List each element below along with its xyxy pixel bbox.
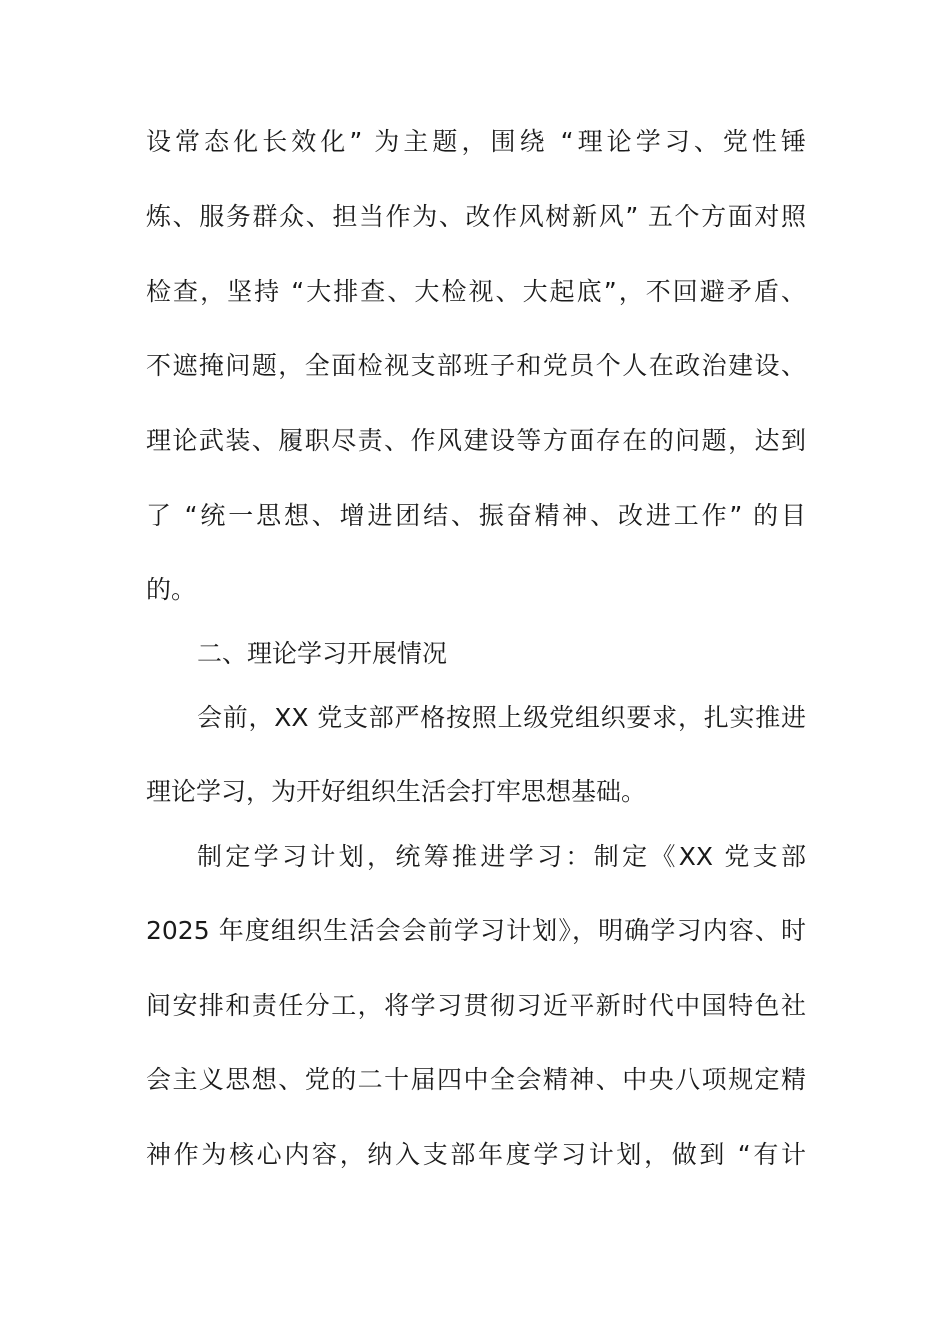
text-line-15: 神作为核心内容，纳入支部年度学习计划，做到 “有计 (146, 1140, 806, 1169)
text-line-3: 检查，坚持 “大排查、大检视、大起底”，不回避矛盾、 (146, 277, 806, 306)
text-line-5: 理论武装、履职尽责、作风建设等方面存在的问题，达到 (146, 426, 806, 455)
text-line-13: 间安排和责任分工，将学习贯彻习近平新时代中国特色社 (146, 991, 806, 1020)
text-line-4: 不遮掩问题，全面检视支部班子和党员个人在政治建设、 (146, 351, 806, 380)
text-line-14: 会主义思想、党的二十届四中全会精神、中央八项规定精 (146, 1065, 806, 1094)
text-line-10: 理论学习，为开好组织生活会打牢思想基础。 (146, 777, 647, 806)
text-line-1: 设常态化长效化” 为主题，围绕 “理论学习、党性锤 (146, 127, 806, 156)
section-heading: 二、理论学习开展情况 (197, 639, 448, 668)
text-line-2: 炼、服务群众、担当作为、改作风树新风” 五个方面对照 (146, 202, 806, 231)
text-line-11: 制定学习计划，统筹推进学习：制定《XX 党支部 (197, 842, 806, 871)
text-line-6: 了 “统一思想、增进团结、振奋精神、改进工作” 的目 (146, 501, 806, 530)
text-line-12: 2025 年度组织生活会会前学习计划》，明确学习内容、时 (146, 916, 806, 945)
text-line-7: 的。 (146, 575, 197, 604)
text-line-9: 会前，XX 党支部严格按照上级党组织要求，扎实推进 (197, 703, 806, 732)
